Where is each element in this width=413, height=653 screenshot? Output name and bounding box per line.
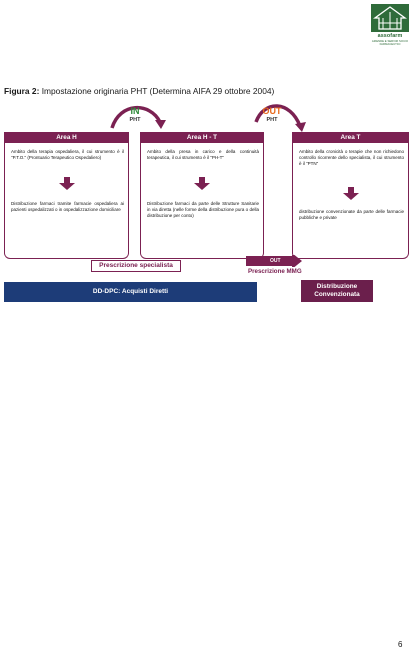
- area-h-scope: Ambito della terapia ospedaliera, il cui strumento è il "P.T.O." (Prontuario Terapeutico Ospedaliero): [11, 149, 124, 160]
- caption-label: Figura 2:: [4, 86, 40, 96]
- out-arrow-label: OUT: [270, 258, 281, 264]
- prescrizione-mmg: Prescrizione MMG: [248, 268, 302, 275]
- out-arrow-head: [295, 122, 306, 132]
- area-h-box: [4, 143, 129, 259]
- area-h-title: Area H: [4, 132, 129, 143]
- out-label: OUT: [262, 106, 282, 116]
- logo-name: assofarm: [377, 33, 403, 39]
- in-arrow-head: [155, 120, 166, 129]
- area-h-t-title: Area H - T: [140, 132, 264, 143]
- distribuzione-line1: Distribuzione: [316, 283, 358, 290]
- distribuzione-convenzionata-bar: [301, 280, 373, 302]
- area-h-t-scope: Ambito della presa in carico e della continuità terapeutica, il cui strumento è il "PH-T": [147, 149, 259, 160]
- out-pht-tag: [259, 107, 285, 125]
- in-pht-label: PHT: [129, 117, 141, 123]
- area-h: [4, 132, 129, 259]
- area-h-t: [140, 132, 264, 259]
- assofarm-logo: [371, 4, 409, 58]
- area-t-distribution: distribuzione convenzionate da parte delle farmacie pubbliche e private: [299, 209, 404, 220]
- in-label: IN: [130, 106, 140, 116]
- prescrizione-specialista: Prescrizione specialista: [91, 260, 181, 272]
- in-pht-tag: [124, 107, 146, 125]
- logo-emblem: [371, 4, 409, 32]
- area-t-box: [292, 143, 409, 259]
- distribuzione-line2: Convenzionata: [314, 291, 360, 298]
- area-h-t-distribution: Distribuzione farmaci da parte delle Strutture Sanitarie in via diretta (nelle forme della distribuzione pura o della distribuzione per conto): [147, 201, 259, 218]
- figure-caption: [4, 86, 404, 96]
- area-t: [292, 132, 409, 259]
- logo-subtitle: AZIENDE E SERVIZI SOCIO FARMACEUTICI: [371, 39, 409, 47]
- area-t-title: Area T: [292, 132, 409, 143]
- caption-text: Impostazione originaria PHT (Determina AIFA 29 ottobre 2004): [39, 86, 275, 96]
- area-t-scope: Ambito della cronicità o terapie che non richiedono controllo ricorrente dello specialista, il cui strumento è il "PTN": [299, 149, 404, 166]
- area-h-distribution: Distribuzione farmaci tramite farmacie ospedaliera ai pazienti ospedalizzati o in ospedalizzazione domiciliare: [11, 201, 124, 212]
- page-number: 6: [398, 640, 403, 649]
- area-h-t-box: [140, 143, 264, 259]
- out-pht-label: PHT: [266, 117, 278, 123]
- dd-dpc-bar: DD-DPC: Acquisti Diretti: [4, 282, 257, 302]
